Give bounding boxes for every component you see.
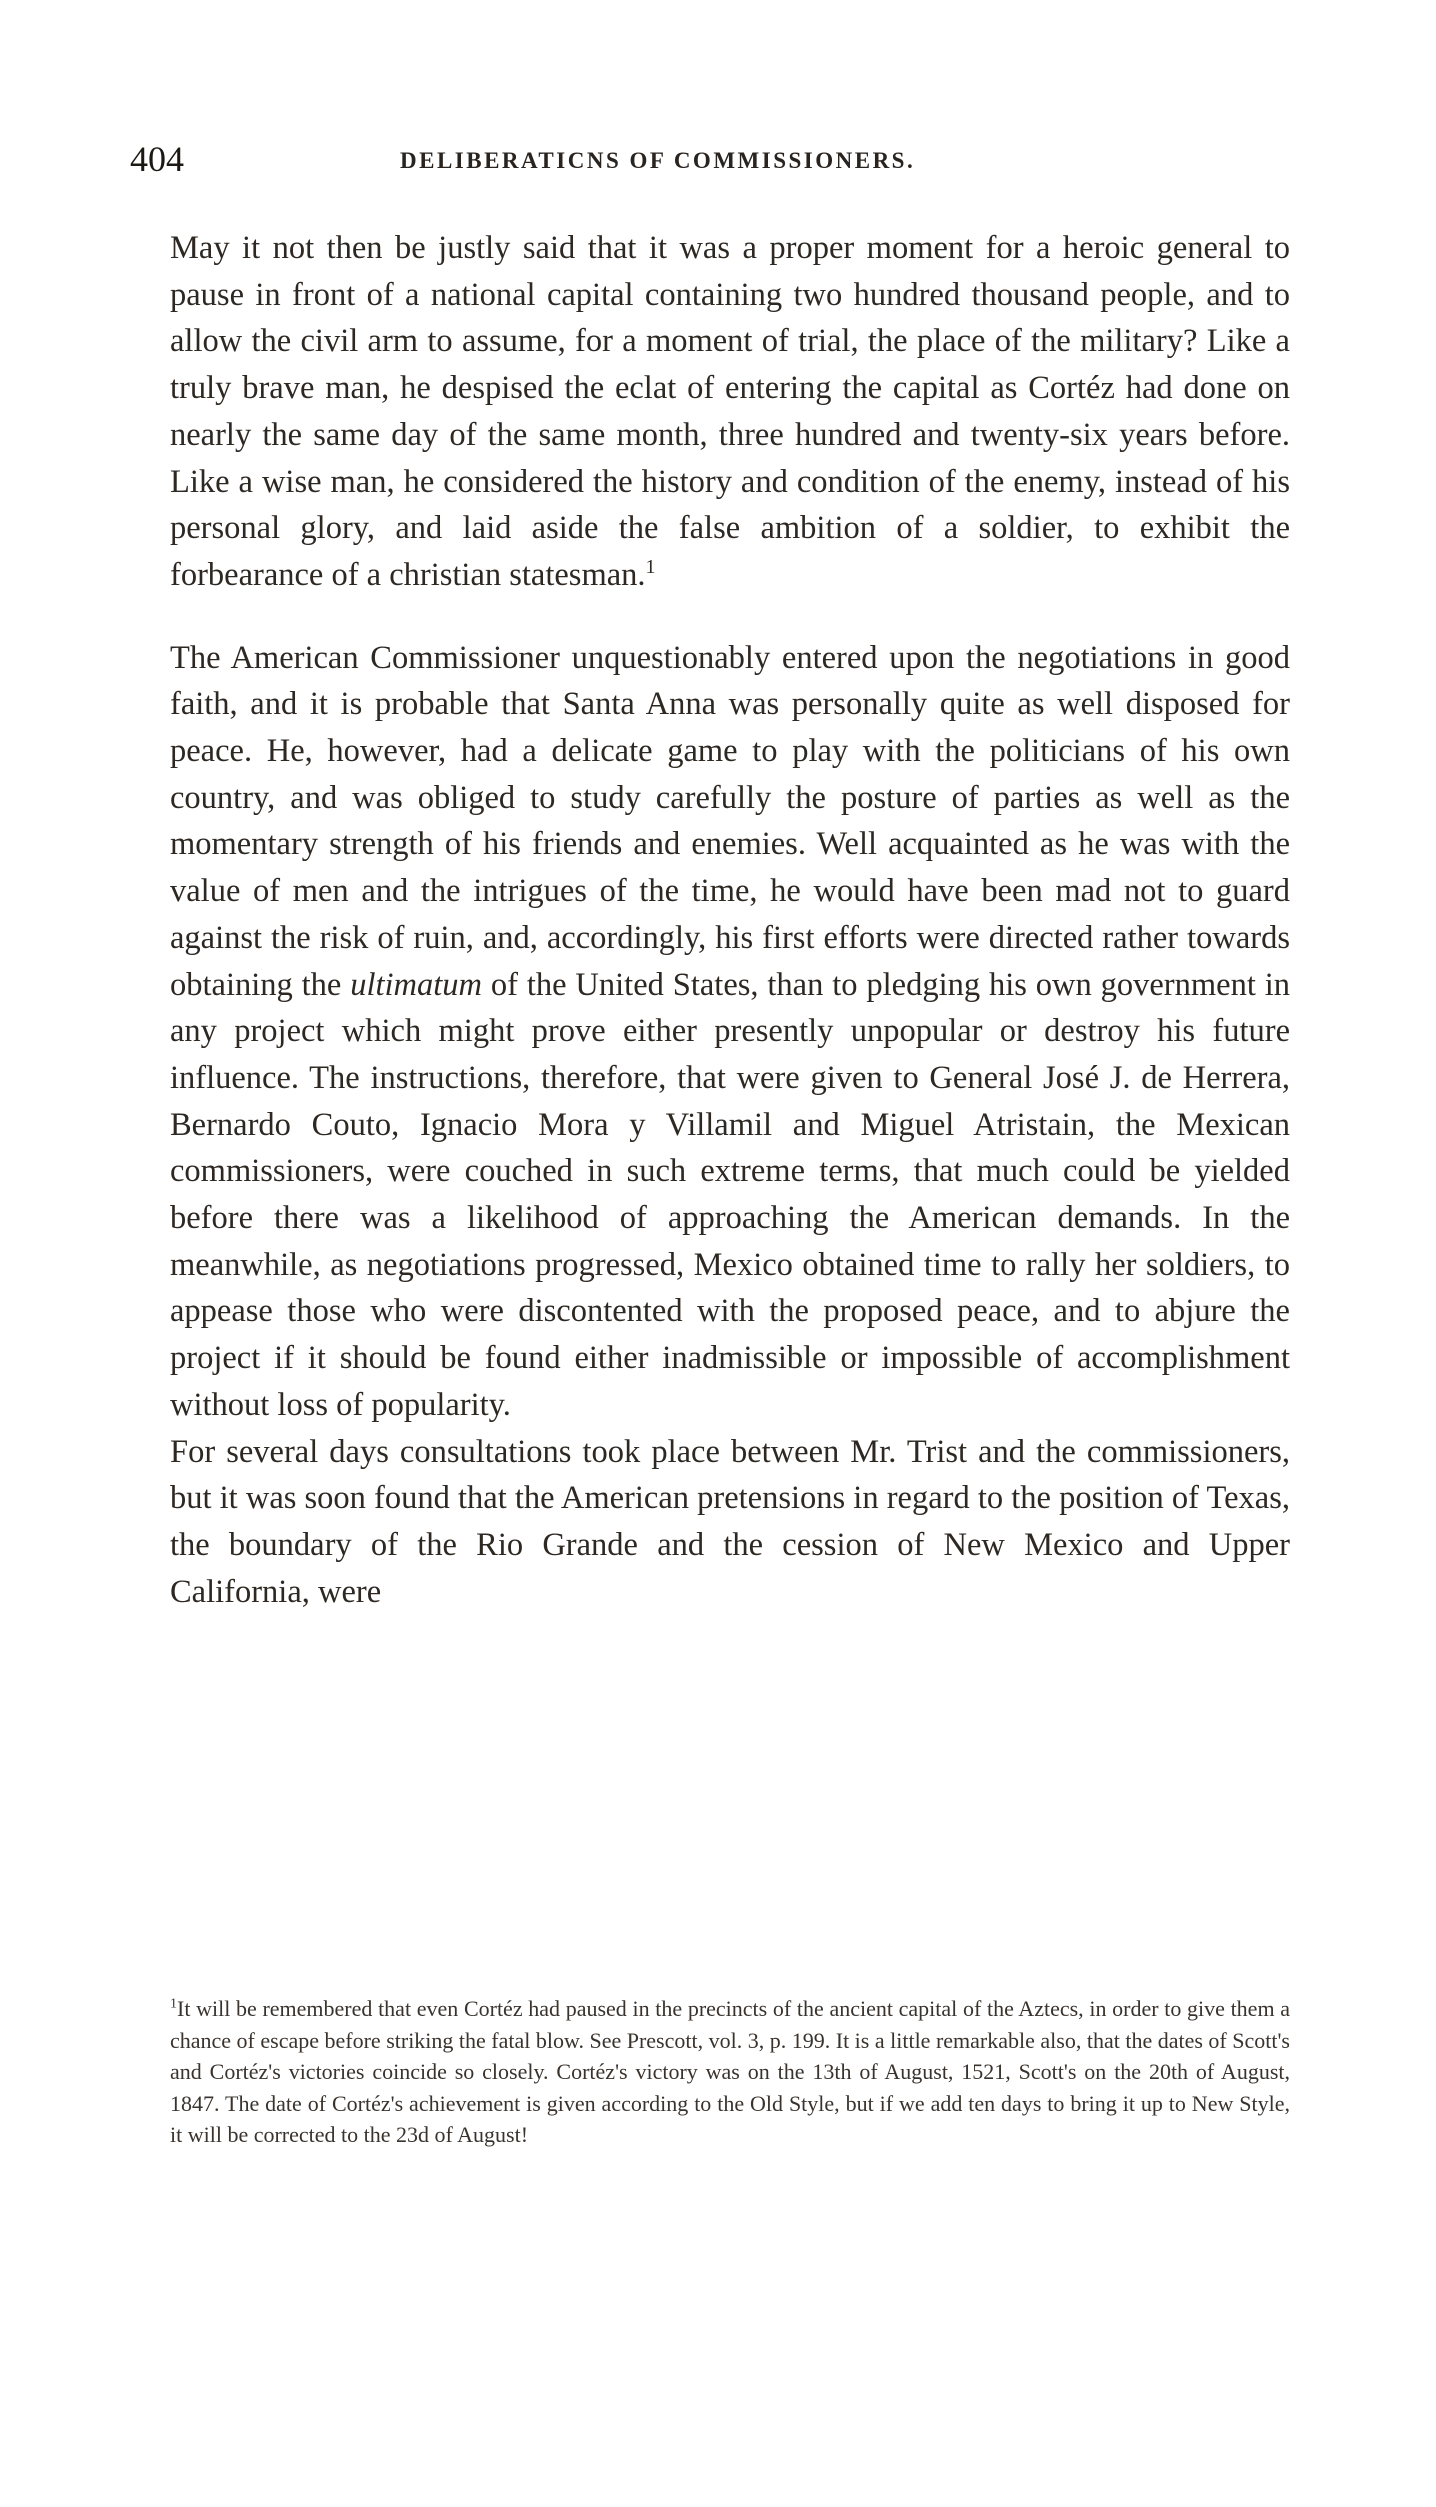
footnote-text: It will be remembered that even Cortéz had paused in the precincts of the ancient capital of the Aztecs, in order to give them a chance of escape before striking the fatal blow. See Prescott, vol. 3, p. 199. It is a little remarkable also, that the dates of Scott's and Cortéz's victories coincide so closely. Cortéz's victory was on the 13th of August, 1521, Scott's on the 20th of August, 1847. The date of Cortéz's achievement is given according to the Old Style, but if we add ten days to bring it up to New Style, it will be corrected to the 23d of August! xyxy=(170,1996,1290,2147)
footnote-reference: 1 xyxy=(645,556,656,579)
body-text xyxy=(170,225,1290,1615)
paragraph-1-text: May it not then be justly said that it was a proper moment for a heroic general to pause in front of a national capital containing two hundred thousand people, and to allow the civil arm to assume, for a moment of trial, the place of the military? Like a truly brave man, he despised the eclat of entering the capital as Cortéz had done on nearly the same day of the same month, three hundred and twenty-six years before. Like a wise man, he considered the history and condition of the enemy, instead of his personal glory, and laid aside the false ambition of a soldier, to exhibit the forbearance of a christian statesman. xyxy=(170,230,1290,593)
paragraph-gap xyxy=(170,599,1290,635)
paragraph-2 xyxy=(170,635,1290,1429)
paragraph-1 xyxy=(170,225,1290,599)
emphasis-ultimatum: ultimatum xyxy=(350,966,483,1003)
paragraph-2-text-a: The American Commissioner unquestionably entered upon the negotiations in good faith, and it is probable that Santa Anna was personally quite as well disposed for peace. He, however, had a delicate game to play with the politicians of his own country, and was obliged to study carefully the posture of parties as well as the momentary strength of his friends and enemies. Well acquainted as he was with the value of men and the intrigues of the time, he would have been mad not to guard against the risk of ruin, and, accordingly, his first efforts were directed rather towards obtaining the xyxy=(170,639,1290,1003)
page-number: 404 xyxy=(130,139,184,179)
running-head: DELIBERATICNS OF COMMISSIONERS. xyxy=(400,148,916,173)
page-header xyxy=(130,138,1290,198)
paragraph-3-text: For several days consultations took place between Mr. Trist and the commissioners, but it was soon found that the American pretensions in regard to the position of Texas, the boundary of the Rio Grande and the cession of New Mexico and Upper California, were xyxy=(170,1433,1290,1610)
paragraph-2-text-b: of the United States, than to pledging his own government in any project which might prove either presently unpopular or destroy his future influence. The instructions, therefore, that were given to General José J. de Herrera, Bernardo Couto, Ignacio Mora y Villamil and Miguel Atristain, the Mexican commissioners, were couched in such extreme terms, that much could be yielded before there was a likelihood of approaching the American demands. In the meanwhile, as negotiations progressed, Mexico obtained time to rally her soldiers, to appease those who were discontented with the proposed peace, and to abjure the project if it should be found either inadmissible or impossible of accomplishment without loss of popularity. xyxy=(170,966,1290,1423)
paragraph-3 xyxy=(170,1429,1290,1616)
footnote-mark: 1 xyxy=(170,1996,177,2012)
footnote xyxy=(170,1993,1290,2151)
